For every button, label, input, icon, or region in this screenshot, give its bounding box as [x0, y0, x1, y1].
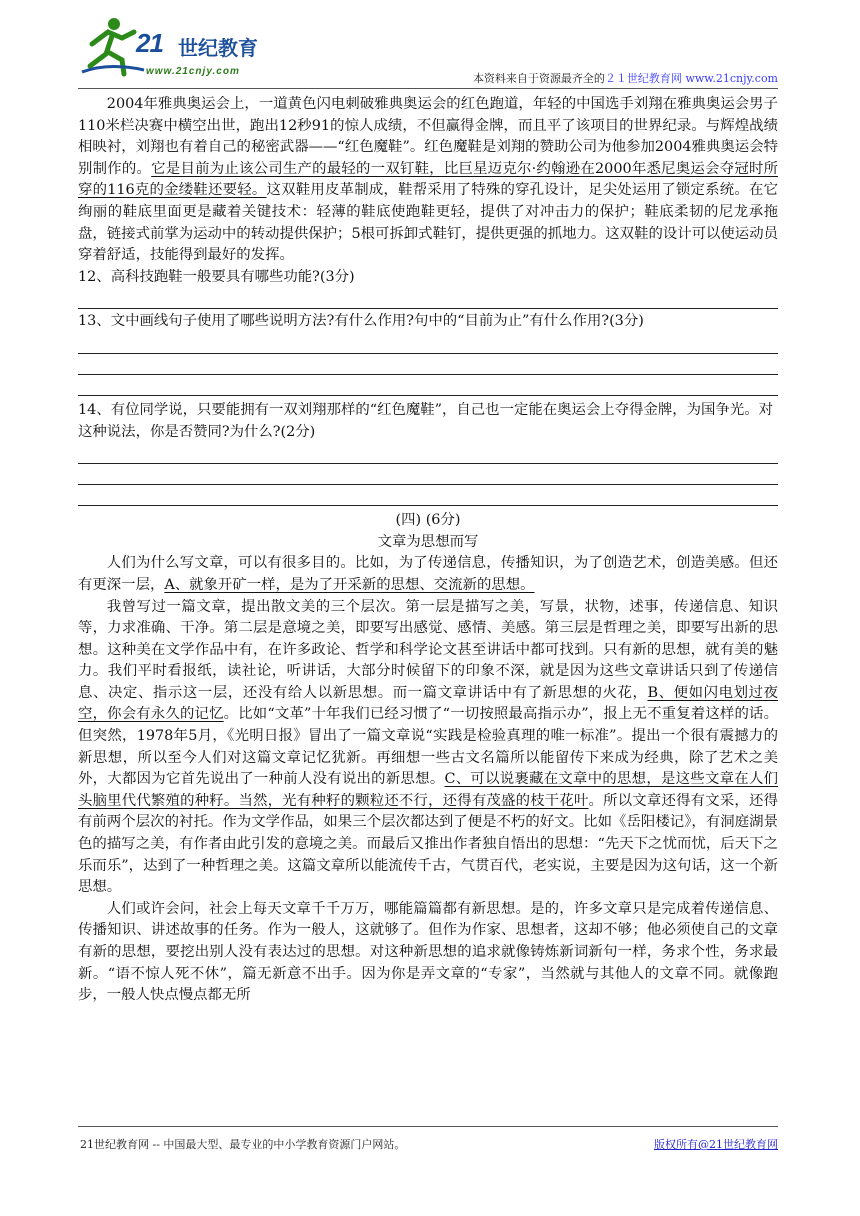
copyright-link[interactable]: 版权所有@21世纪教育网 [654, 1138, 778, 1151]
answer-line [78, 354, 778, 375]
passage-paragraph: 2004年雅典奥运会上，一道黄色闪电刺破雅典奥运会的红色跑道，年轻的中国选手刘翔在雅典奥运会男子110米栏决赛中横空出世，跑出12秒91的惊人成绩，不但赢得金牌，而且平了该项目的世界纪录。与辉煌战绩相映衬，刘翔也有着自己的秘密武器——“红色魔鞋”。红色魔鞋是刘翔的赞助公司为他参加2004雅典奥运会特别制作的。它是目前为止该公司生产的最轻的一双钉鞋，比巨星迈克尔·约翰逊在2000年悉尼奥运会夺冠时所穿的116克的金缕鞋还要轻。这双鞋用皮革制成，鞋帮采用了特殊的穿孔设计，足尖处运用了锁定系统。在它绚丽的鞋底里面更是藏着关键技术：轻薄的鞋底使跑鞋更轻，提供了对冲击力的保护；鞋底柔韧的尼龙承拖盘，链接式前掌为运动中的转动提供保护；5根可拆卸式鞋钉，提供更强的抓地力。这双鞋的设计可以使运动员穿着舒适，技能得到最好的发挥。 [78, 96, 779, 264]
header-note-prefix: 本资料来自于资源最齐全的 [472, 72, 605, 85]
header-note [473, 70, 778, 86]
answer-line [78, 375, 778, 396]
footer-divider [78, 1126, 778, 1127]
footer-text: 21世纪教育网 -- 中国最大型、最专业的中小学教育资源门户网站。 [80, 1138, 406, 1151]
article-title: 文章为思想而写 [377, 533, 479, 550]
document-body [78, 94, 778, 1007]
header-note-site[interactable]: ２１世纪教育网 [604, 72, 682, 85]
answer-line [78, 333, 778, 354]
underlined-sentence: 它是目前为止该公司生产的最轻的一双钉鞋，比巨星迈克尔·约翰逊在2000年悉尼奥运会夺冠时所穿的116克的金缕鞋还要轻。 [78, 160, 778, 199]
question-12: 12、高科技跑鞋一般要具有哪些功能?(3分) [78, 268, 355, 285]
logo-url: www.21cnjy.com [146, 66, 240, 77]
section-heading: (四) (6分) [395, 512, 461, 529]
article-paragraph: 我曾写过一篇文章，提出散文美的三个层次。第一层是描写之美，写景，状物，述事，传递信息、知识等，力求准确、干净。第二层是意境之美，即要写出感觉、感情、美感。第三层是哲理之美，即要写出新的思想。这种美在文学作品中有，在许多政论、哲学和科学论文甚至讲话中都可找到。只有新的思想，就有美的魅力。我们平时看报纸，读社论，听讲话，大部分时候留下的印象不深，就是因为这些文章讲话只到了传递信息、决定、指示这一层，还没有给人以新思想。而一篇文章讲话中有了新思想的火花，B、便如闪电划过夜空，你会有永久的记忆。比如“文革”十年我们已经习惯了“一切按照最高指示办”，报上无不重复着这样的话。但突然，1978年5月，《光明日报》冒出了一篇文章说“实践是检验真理的唯一标准”。提出一个很有震撼力的新思想，所以至今人们对这篇文章记忆犹新。再细想一些古文名篇所以能留传下来成为经典，除了艺术之美外，大都因为它首先说出了一种前人没有说出的新思想。C、可以说裹藏在文章中的思想，是这些文章在人们头脑里代代繁殖的种籽。当然，光有种籽的颗粒还不行，还得有茂盛的枝干花叶。所以文章还得有文采，还得有前两个层次的衬托。作为文学作品，如果三个层次都达到了便是不朽的好文。比如《岳阳楼记》，有洞庭湖景色的描写之美，有作者由此引发的意境之美。而最后又推出作者独自悟出的思想：“先天下之忧而忧，后天下之乐而乐”，达到了一种哲理之美。这篇文章所以能流传千古，气贯百代，老实说，主要是因为这句话，这一个新思想。 [78, 598, 778, 896]
answer-line [78, 485, 778, 506]
answer-line [78, 464, 778, 485]
header-divider [78, 88, 778, 89]
underlined-sentence-a: A、就象开矿一样，是为了开采新的思想、交流新的思想。 [164, 576, 535, 593]
answer-line [78, 288, 778, 309]
page-header [78, 14, 778, 86]
logo-text: 世纪教育 [178, 36, 258, 60]
logo-number: 21 [136, 28, 163, 58]
underlined-sentence-b: B、便如闪电划过夜空，你会有永久的记忆 [78, 684, 778, 723]
article-paragraph: 人们或许会问，社会上每天文章千千万万，哪能篇篇都有新思想。是的，许多文章只是完成着传递信息、传播知识、讲述故事的任务。作为一般人，这就够了。但作为作家、思想者，这却不够；他必须使自己的文章有新的思想，要挖出别人没有表达过的思想。对这种新思想的追求就像铸炼新词新句一样，务求个性，务求最新。“语不惊人死不休”，篇无新意不出手。因为你是弄文章的“专家”，当然就与其他人的文章不同。就像跑步，一般人快点慢点都无所 [78, 900, 778, 1004]
question-13: 13、文中画线句子使用了哪些说明方法?有什么作用?句中的“目前为止”有什么作用?(3分) [78, 313, 644, 330]
answer-line [78, 443, 778, 464]
header-note-url[interactable]: www.21cnjy.com [685, 72, 778, 85]
underlined-sentence-c: C、可以说裹藏在文章中的思想，是这些文章在人们头脑里代代繁殖的种籽。当然，光有种籽的颗粒还不行，还得有茂盛的枝干花叶 [78, 771, 778, 809]
article-paragraph: 人们为什么写文章，可以有很多目的。比如，为了传递信息，传播知识，为了创造艺术，创造美感。但还有更深一层，A、就象开矿一样，是为了开采新的思想、交流新的思想。 [78, 555, 778, 593]
question-14: 14、有位同学说，只要能拥有一双刘翔那样的“红色魔鞋”，自己也一定能在奥运会上夺得金牌，为国争光。对这种说法，你是否赞同?为什么?(2分) [78, 401, 773, 440]
site-logo [78, 14, 288, 84]
